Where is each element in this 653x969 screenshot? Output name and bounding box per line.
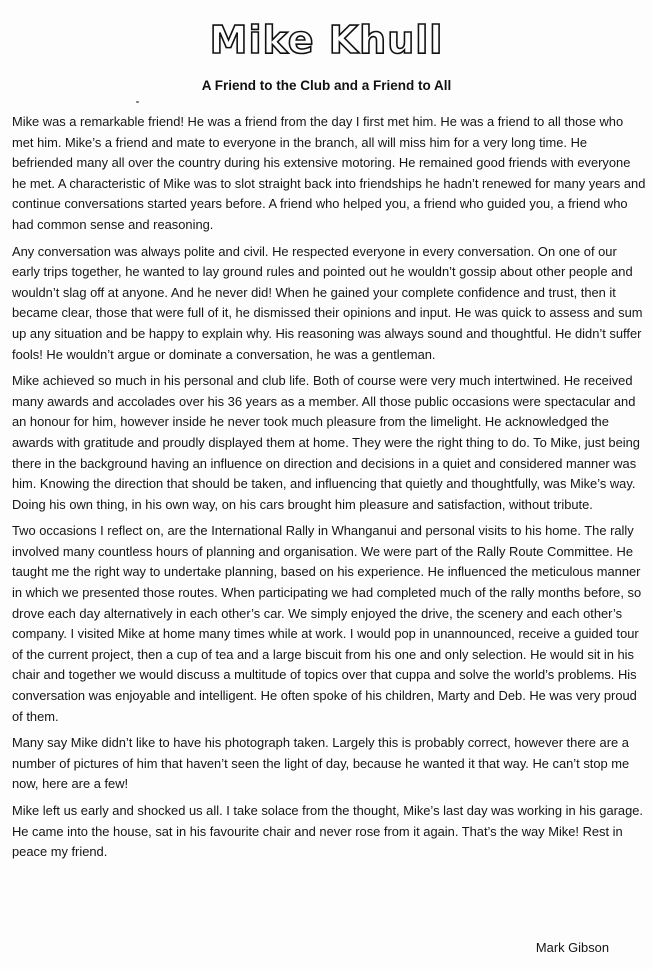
scan-speck: [136, 101, 139, 103]
paragraph-rally-and-visits: Two occasions I reflect on, are the International Rally in Whanganui and personal visits to his home. The rally involved many countless hours of planning and organisation. We were part of the Rally Route Committee. He taught me the right way to undertake planning, based on his experience. He influenced the meticulous manner in which we presented those routes. When participating we had completed much of the rally months before, so drove each day alternatively in each other’s car. We simply enjoyed the drive, the scenery and each other’s company. I visited Mike at home many times while at work. I would pop in unannounced, receive a guided tour of the current project, then a cup of tea and a large biscuit from his one and only selection. He would sit in his chair and together we would discuss a multitude of topics over that cuppa and solve the world’s problems. His conversation was enjoyable and intelligent. He often spoke of his children, Marty and Deb. He was very proud of them.: [12, 523, 642, 724]
document-title: Mike Khull: [209, 18, 444, 62]
document-subtitle: A Friend to the Club and a Friend to All: [201, 78, 452, 93]
paragraph-photographs: Many say Mike didn’t like to have his photograph taken. Largely this is probably correct, however there are a number of pictures of him that haven’t seen the light of day, because he wanted it that way. He can’t stop me now, here are a few!: [12, 735, 630, 792]
document-body: [12, 112, 646, 869]
paragraph-conversation: Any conversation was always polite and civil. He respected everyone in every conversation. On one of our early trips together, he wanted to lay ground rules and pointed out he wouldn’t gossip about other people and wouldn’t slag off at anyone. And he never did! When he gained your complete confidence and trust, then it became clear, those that were full of it, he dismissed their opinions and input. He was quick to assess and sum up any situation and be happy to explain why. His reasoning was always sound and thoughtful. He didn’t suffer fools! He wouldn’t argue or dominate a conversation, he was a gentleman.: [12, 243, 643, 362]
paragraph-achievements: Mike achieved so much in his personal and club life. Both of course were very much intertwined. He received many awards and accolades over his 36 years as a member. All those public occasions were spectacular and an honour for him, however inside he never took much pleasure from the limelight. He acknowledged the awards with gratitude and proudly displayed them at home. They were the right thing to do. To Mike, just being there in the background having an influence on direction and decisions in a quiet and considered manner was him. Knowing the direction that should be taken, and influencing that quietly and thoughtfully, was Mike’s way. Doing his own thing, in his own way, on his cars brought him pleasure and satisfaction, without tribute.: [12, 373, 640, 512]
paragraph-farewell: Mike left us early and shocked us all. I take solace from the thought, Mike’s last day was working in his garage. He came into the house, sat in his favourite chair and never rose from it again. That’s the way Mike! Rest in peace my friend.: [12, 803, 643, 860]
paragraph-friendship: Mike was a remarkable friend! He was a friend from the day I first met him. He was a friend to all those who met him. Mike’s a friend and mate to everyone in the branch, all will miss him for a very long time. He befriended many all over the country during his extensive motoring. He remained good friends with everyone he met. A characteristic of Mike was to slot straight back into friendships he hadn’t renewed for many years and continue conversations started years before. A friend who helped you, a friend who guided you, a friend who had common sense and reasoning.: [12, 114, 646, 232]
signature-name: Mark Gibson: [535, 940, 609, 955]
